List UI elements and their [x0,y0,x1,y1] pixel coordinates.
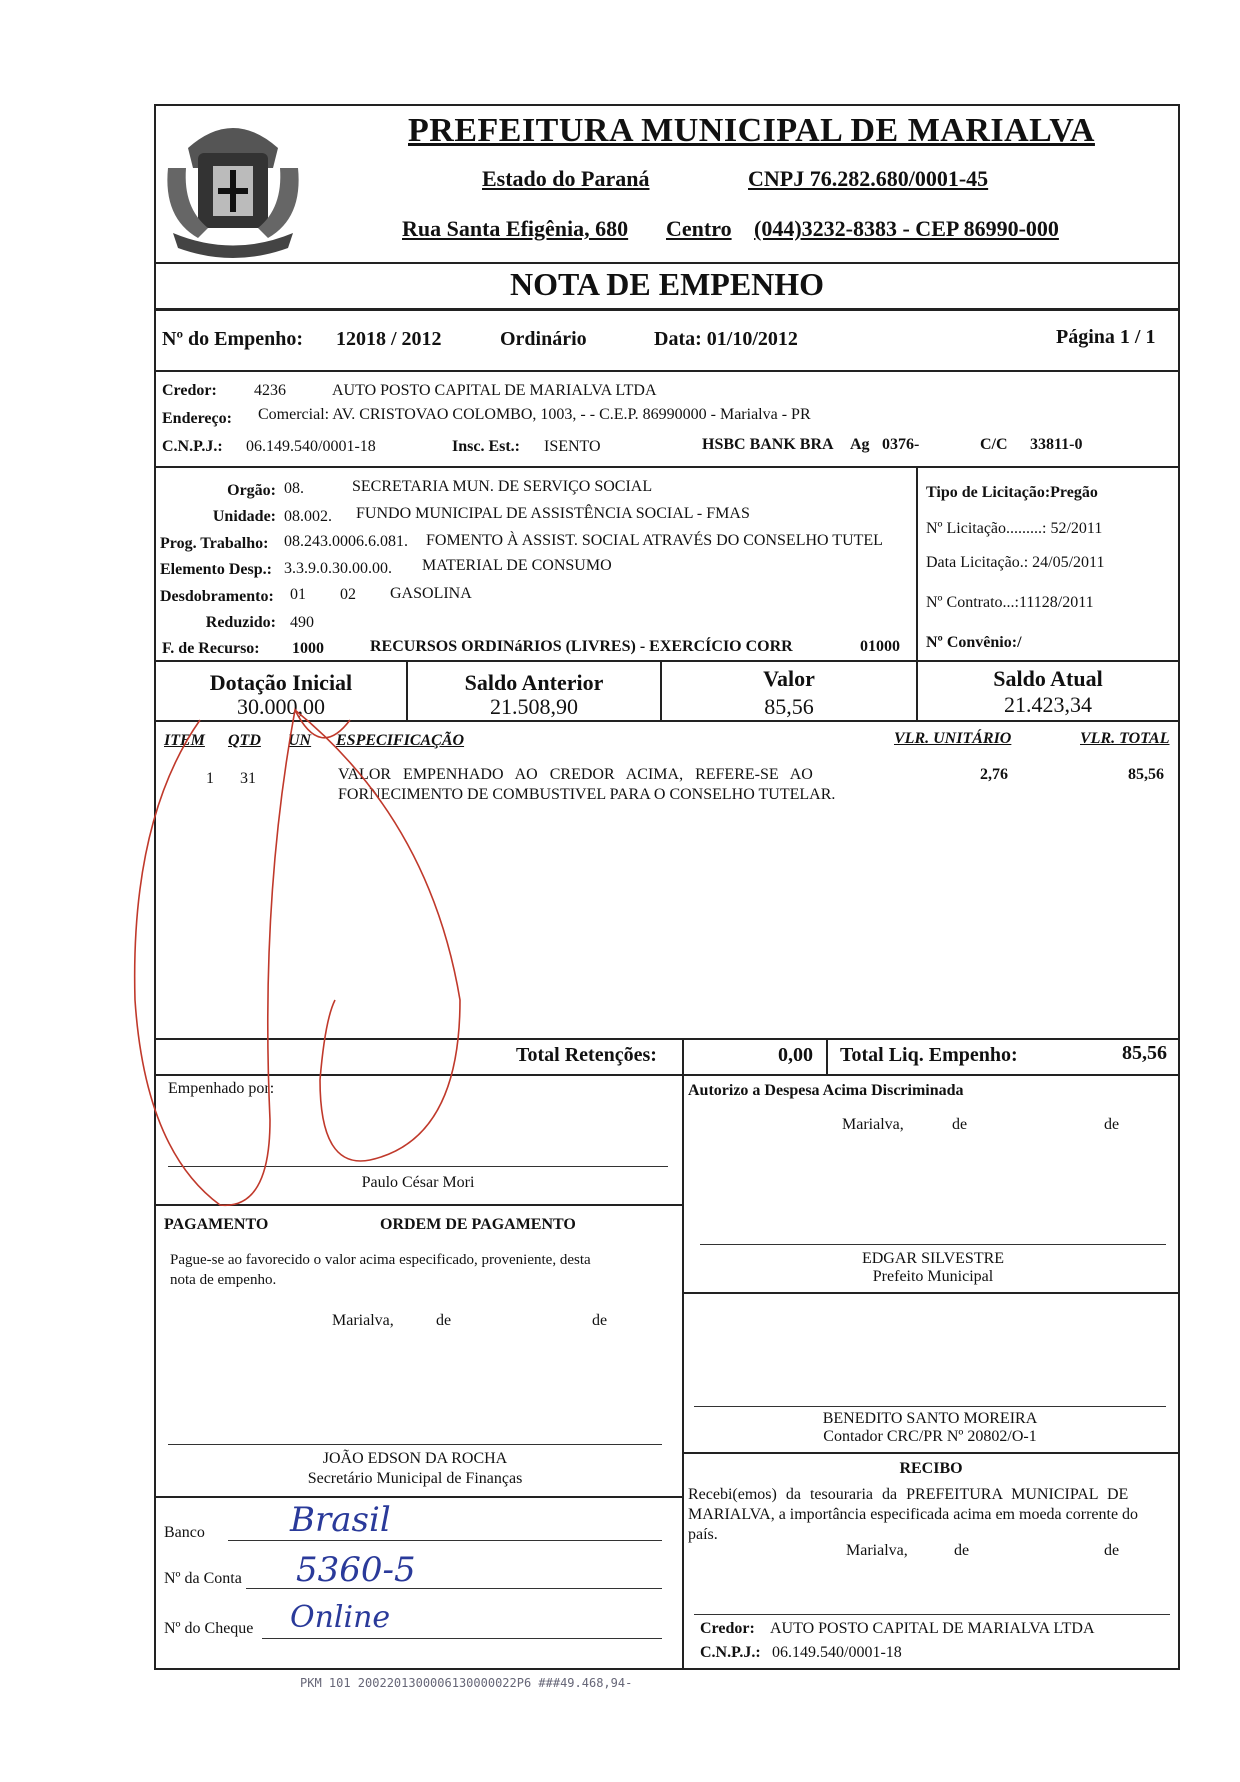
recibo-de-2: de [1104,1542,1120,1559]
divider [154,660,1180,662]
col-header-item: ITEM [164,732,205,749]
numero-licitacao: Nº Licitação.........: 52/2011 [926,520,1103,537]
pagamento-de-2: de [592,1312,608,1329]
divider [154,308,1180,311]
divider [682,1452,1180,1454]
item-qtd: 31 [240,770,256,787]
banco-handwritten: Brasil [290,1500,391,1540]
empenho-number-label: Nº do Empenho: [162,328,304,350]
credor-code: 4236 [254,382,286,399]
empenho-date: Data: 01/10/2012 [654,328,798,350]
orgao-label: Orgão: [227,482,276,499]
page-number: Página 1 / 1 [1056,326,1156,348]
unidade-label: Unidade: [212,508,276,525]
municipality-phone-cep: (044)3232-8383 - CEP 86990-000 [754,216,1059,241]
elemento-name: MATERIAL DE CONSUMO [422,557,612,574]
empenho-number: 12018 / 2012 [336,328,442,350]
contador-name: BENEDITO SANTO MOREIRA [822,1410,1038,1427]
recibo-title: RECIBO [899,1460,963,1477]
elemento-code: 3.3.9.0.30.00.00. [284,560,392,577]
elemento-label: Elemento Desp.: [160,561,272,578]
pague-text-line2: nota de empenho. [170,1272,277,1288]
empenho-type: Ordinário [500,328,587,350]
divider [916,466,918,660]
unidade-code: 08.002. [284,508,332,525]
item-unit-value: 2,76 [980,766,1008,783]
orgao-code: 08. [284,480,304,497]
autorizo-city: Marialva, [842,1116,904,1133]
saldo-atual-value: 21.423,34 [1004,692,1092,717]
pague-text-line1: Pague-se ao favorecido o valor acima especificado, proveniente, desta [170,1252,591,1268]
banco-label: Banco [164,1524,205,1541]
pagamento-city: Marialva, [332,1312,394,1329]
banco-line [228,1540,662,1541]
credor-address-label: Endereço: [162,410,232,427]
prog-code: 08.243.0006.6.081. [284,533,408,550]
item-total-value: 85,56 [1128,766,1164,783]
valor-label: Valor [763,666,815,691]
conta-label: Nº da Conta [164,1570,242,1587]
item-spec-line2: FORNECIMENTO DE COMBUSTIVEL PARA O CONSELHO TUTELAR. [338,786,836,803]
insc-label: Insc. Est.: [452,438,521,455]
desdobramento-label: Desdobramento: [160,588,274,605]
empenhado-por-name: Paulo César Mori [361,1174,475,1191]
pagamento-label: PAGAMENTO [164,1216,269,1233]
coat-of-arms-icon [158,108,308,260]
autorizo-de-1: de [952,1116,968,1133]
desdobramento-a: 01 [290,586,306,603]
state-name: Estado do Paraná [482,166,650,191]
ordem-pagamento-label: ORDEM DE PAGAMENTO [380,1216,576,1233]
credor-cnpj-label: C.N.P.J.: [162,438,223,455]
municipality-cnpj: CNPJ 76.282.680/0001-45 [748,166,989,191]
total-liquido-value: 85,56 [1122,1042,1167,1064]
recibo-de-1: de [954,1542,970,1559]
municipality-district: Centro [666,216,732,241]
divider [154,1496,682,1498]
pagamento-de-1: de [436,1312,452,1329]
prog-label: Prog. Trabalho: [160,535,269,552]
account-label: C/C [980,436,1008,453]
prefeito-role: Prefeito Municipal [872,1268,994,1285]
valor-value: 85,56 [764,694,814,719]
recibo-credor-name: AUTO POSTO CAPITAL DE MARIALVA LTDA [770,1620,1095,1637]
data-licitacao: Data Licitação.: 24/05/2011 [926,554,1105,571]
item-number: 1 [206,770,214,787]
col-header-total-value: VLR. TOTAL [1080,730,1170,747]
signature-line [694,1614,1170,1615]
saldo-atual-label: Saldo Atual [993,666,1103,691]
numero-contrato: Nº Contrato...:11128/2011 [926,594,1094,611]
divider [826,1038,828,1074]
bank-name: HSBC BANK BRA [702,436,834,453]
red-pen-mark [120,700,480,1220]
credor-cnpj: 06.149.540/0001-18 [246,438,376,455]
recibo-line1: Recebi(emos) da tesouraria da PREFEITURA MUNICIPAL DE [688,1486,1129,1503]
desdobramento-b: 02 [340,586,356,603]
col-header-spec: ESPECIFICAÇÃO [336,732,465,749]
col-header-un: UN [288,732,312,749]
total-retencoes-label: Total Retenções: [516,1044,657,1066]
signature-line [168,1444,662,1445]
saldo-anterior-label: Saldo Anterior [464,670,604,695]
agency-label: Ag [850,436,870,453]
empenhado-por-label: Empenhado por: [168,1080,275,1097]
total-retencoes-value: 0,00 [778,1044,813,1066]
desdobramento-name: GASOLINA [390,585,472,602]
cheque-handwritten: Online [290,1600,391,1635]
saldo-anterior-value: 21.508,90 [490,694,578,719]
signature-line [694,1406,1166,1407]
col-header-unit-value: VLR. UNITÁRIO [894,730,1012,747]
document-title: NOTA DE EMPENHO [509,266,825,302]
tipo-licitacao: Tipo de Licitação:Pregão [926,484,1098,501]
cheque-label: Nº do Cheque [164,1620,254,1637]
divider [682,1074,684,1670]
divider [154,466,1180,468]
cheque-line [262,1638,662,1639]
secretario-role: Secretário Municipal de Finanças [307,1470,523,1487]
divider [682,1038,684,1074]
autorizo-label: Autorizo a Despesa Acima Discriminada [688,1082,964,1099]
item-spec-line1: VALOR EMPENHADO AO CREDOR ACIMA, REFERE-SE AO [338,766,813,783]
conta-handwritten: 5360-5 [296,1550,416,1590]
prog-name: FOMENTO À ASSIST. SOCIAL ATRAVÉS DO CONSELHO TUTEL [426,532,883,549]
reduzido-value: 490 [290,614,314,631]
fonte-number: 01000 [860,638,900,655]
credor-address: Comercial: AV. CRISTOVAO COLOMBO, 1003, - - C.E.P. 86990000 - Marialva - PR [258,406,811,423]
secretario-name: JOÃO EDSON DA ROCHA [322,1450,508,1467]
autorizo-de-2: de [1104,1116,1120,1133]
total-liquido-label: Total Liq. Empenho: [840,1044,1018,1066]
credor-name: AUTO POSTO CAPITAL DE MARIALVA LTDA [332,382,657,399]
recibo-cnpj-value: 06.149.540/0001-18 [772,1644,902,1661]
account-value: 33811-0 [1030,436,1083,453]
dotacao-inicial-label: Dotação Inicial [209,670,353,695]
orgao-name: SECRETARIA MUN. DE SERVIÇO SOCIAL [352,478,653,495]
agency-value: 0376- [882,436,920,453]
recibo-line2: MARIALVA, a importância especificada acima em moeda corrente do [688,1506,1139,1523]
signature-line [700,1244,1166,1245]
footer-code: PKM 101 2002201300006130000022P6 ###49.468,94- [300,1676,633,1690]
recibo-line3: país. [688,1526,718,1543]
credor-label: Credor: [162,382,217,399]
municipality-address: Rua Santa Efigênia, 680 [402,216,629,241]
recibo-city: Marialva, [846,1542,908,1559]
dotacao-inicial-value: 30.000,00 [237,694,325,719]
col-header-qtd: QTD [228,732,261,749]
reduzido-label: Reduzido: [205,614,276,631]
contador-role: Contador CRC/PR Nº 20802/O-1 [823,1428,1037,1445]
divider [154,370,1180,372]
divider [682,1292,1180,1294]
unidade-name: FUNDO MUNICIPAL DE ASSISTÊNCIA SOCIAL - FMAS [356,505,750,522]
recibo-credor-label: Credor: [700,1620,755,1637]
numero-convenio: Nº Convênio:/ [926,634,1022,651]
recibo-cnpj-label: C.N.P.J.: [700,1644,761,1661]
fonte-name: RECURSOS ORDINáRIOS (LIVRES) - EXERCÍCIO CORR [370,638,793,655]
municipality-title: PREFEITURA MUNICIPAL DE MARIALVA [408,112,1095,149]
insc-value: ISENTO [544,438,601,455]
prefeito-name: EDGAR SILVESTRE [861,1250,1005,1267]
divider [154,262,1180,264]
fonte-code: 1000 [292,640,324,657]
fonte-label: F. de Recurso: [162,640,260,657]
